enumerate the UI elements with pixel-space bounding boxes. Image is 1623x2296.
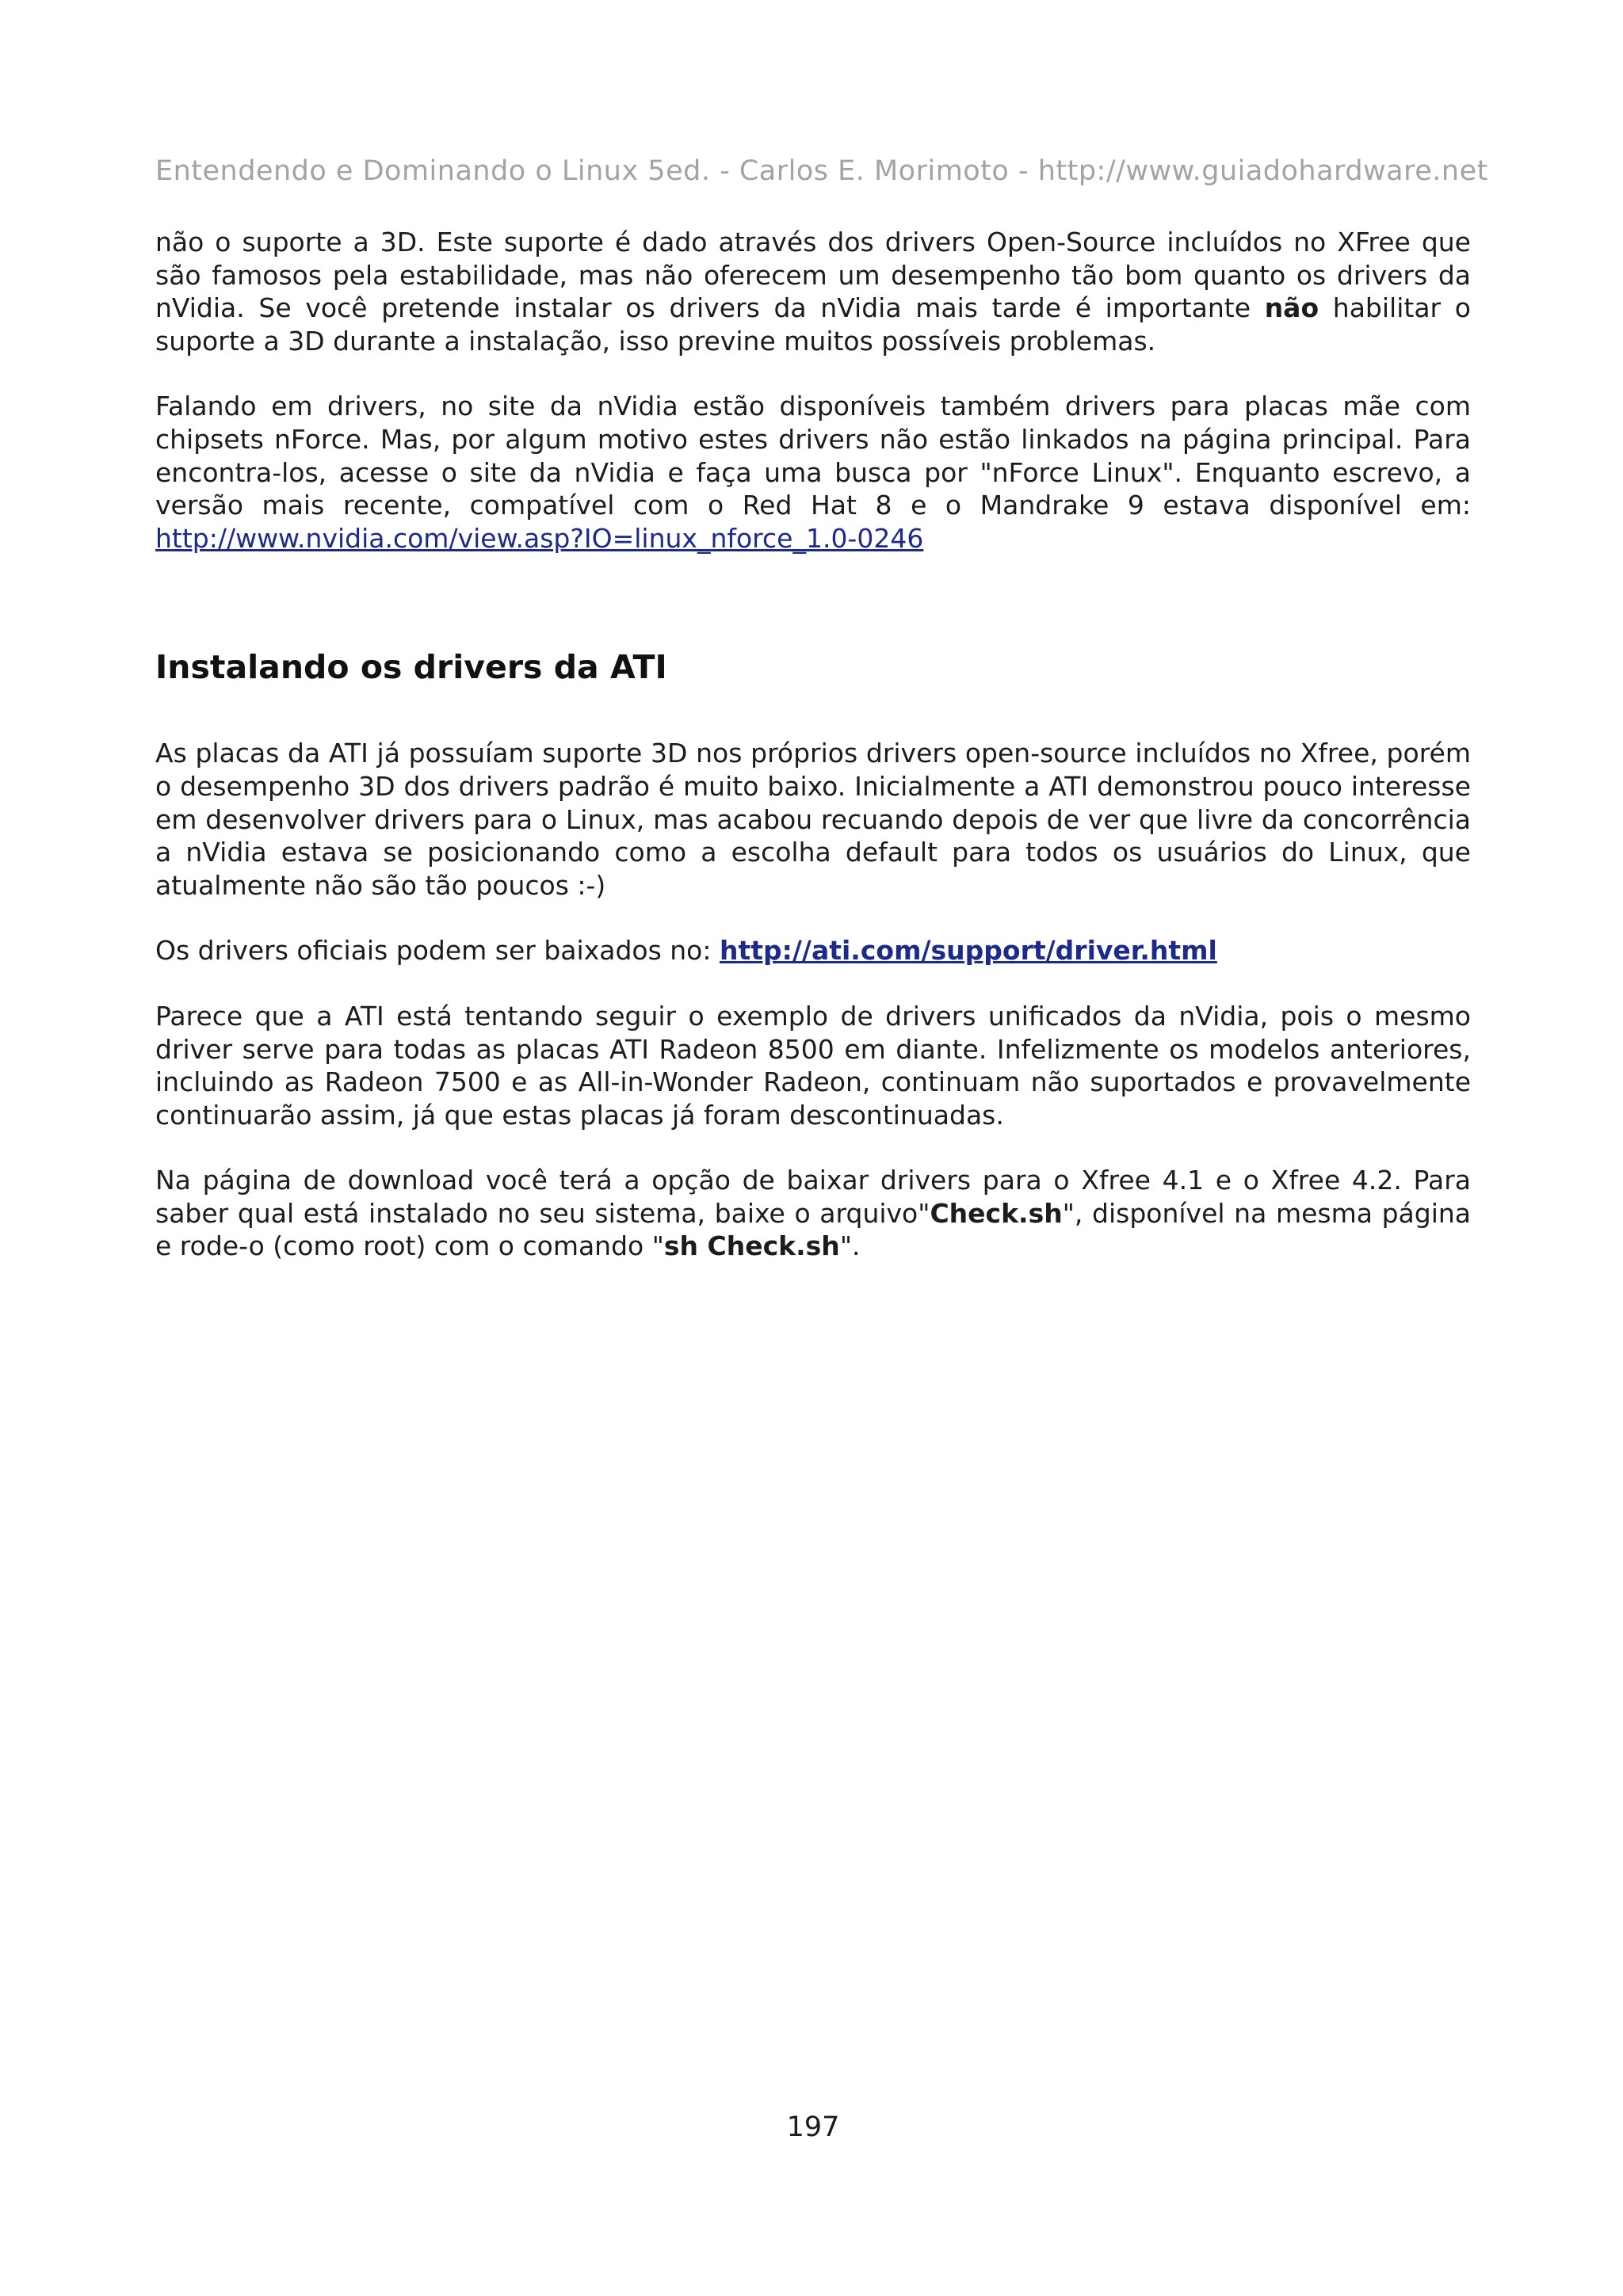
paragraph-text: ", disponível na mesma página e rode-o (como root) com o comando " xyxy=(155,1197,1472,1262)
paragraph-text: não o suporte a 3D. Este suporte é dado através dos drivers Open-Source incluídos no XFree que são famosos pela estabilidade, mas não oferecem um desempenho tão bom quanto os drivers da nVidia. Se você pretende instalar os drivers da nVidia mais tarde é importante xyxy=(155,227,1471,324)
paragraph-3d-support xyxy=(155,226,1471,357)
paragraph-ati-history: As placas da ATI já possuíam suporte 3D nos próprios drivers open-source incluídos no Xfree, porém o desempenho 3D dos drivers padrão é muito baixo. Inicialmente a ATI demonstrou pouco interesse em desenvolver drivers para o Linux, mas acabou recuando depois de ver que livre da concorrência a nVidia estava se posicionando como a escolha default para todos os usuários do Linux, que atualmente não são tão poucos :-) xyxy=(155,738,1471,901)
paragraph-unified-drivers: Parece que a ATI está tentando seguir o exemplo de drivers unificados da nVidia, pois o mesmo driver serve para todas as placas ATI Radeon 8500 em diante. Infelizmente os modelos anteriores, incluindo as Radeon 7500 e as All-in-Wonder Radeon, continuam não suportados e provavelmente continuarão assim, já que estas placas já foram descontinuadas. xyxy=(155,1000,1471,1131)
emphasis-nao: não xyxy=(1264,292,1319,324)
document-page xyxy=(155,0,1488,2296)
running-header: Entendendo e Dominando o Linux 5ed. - Carlos E. Morimoto - http://www.guiadohardware.net xyxy=(155,155,1488,187)
section-heading: Instalando os drivers da ATI xyxy=(155,648,667,687)
filename-check-sh: Check.sh xyxy=(930,1197,1063,1229)
paragraph-text: ". xyxy=(839,1230,861,1262)
command-sh-check: sh Check.sh xyxy=(663,1230,840,1262)
page-number: 197 xyxy=(786,2111,840,2143)
section-body xyxy=(155,737,1471,1263)
nvidia-nforce-link[interactable]: http://www.nvidia.com/view.asp?IO=linux_nforce_1.0-0246 xyxy=(155,522,924,554)
paragraph-ati-download xyxy=(155,934,1471,967)
paragraph-text: Os drivers oficiais podem ser baixados no: xyxy=(155,935,720,967)
paragraph-check-script xyxy=(155,1164,1471,1263)
body-text xyxy=(155,226,1471,1263)
paragraph-nforce-drivers xyxy=(155,390,1471,555)
paragraph-text: Falando em drivers, no site da nVidia estão disponíveis também drivers para placas mãe com chipsets nForce. Mas, por algum motivo estes drivers não estão linkados na página principal. Para encontra-los, acesse o site da nVidia e faça uma busca por "nForce Linux". Enquanto escrevo, a versão mais recente, compatível com o Red Hat 8 e o Mandrake 9 estava disponível em: xyxy=(155,391,1471,521)
section-header xyxy=(155,646,1471,688)
paragraph-text: habilitar o suporte a 3D durante a instalação, isso previne muitos possíveis problemas. xyxy=(155,292,1471,357)
paragraph-text: Na página de download você terá a opção de baixar drivers para o Xfree 4.1 e o Xfree 4.2. Para saber qual está instalado no seu sistema, baixe o arquivo" xyxy=(155,1165,1471,1229)
ati-driver-link[interactable]: http://ati.com/support/driver.html xyxy=(719,935,1217,967)
